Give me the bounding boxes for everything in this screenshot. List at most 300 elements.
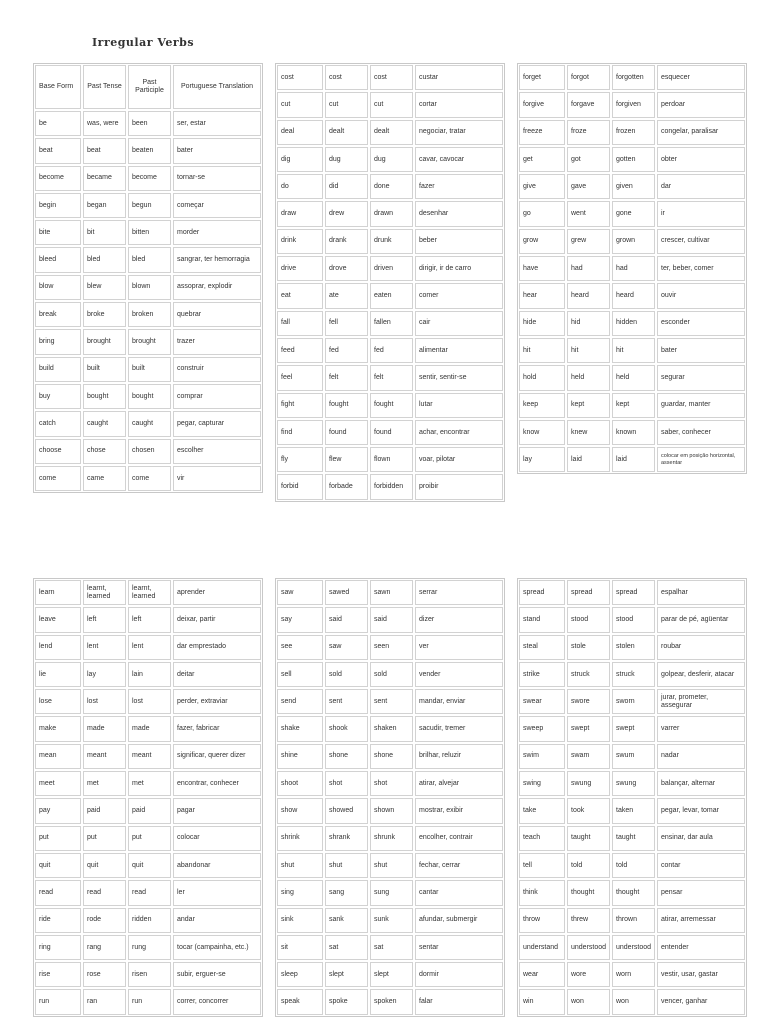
translation-cell: cantar — [415, 880, 503, 905]
past-participle-cell: dealt — [370, 120, 413, 145]
past-participle-cell: shown — [370, 798, 413, 823]
base-form-cell: teach — [519, 826, 565, 851]
table-row — [276, 173, 504, 200]
past-participle-cell: cut — [370, 92, 413, 117]
table-row — [518, 282, 746, 309]
past-participle-cell: hit — [612, 338, 655, 363]
table-row — [518, 579, 746, 606]
translation-cell: encontrar, conhecer — [173, 771, 261, 796]
past-tense-cell: showed — [325, 798, 368, 823]
past-tense-cell: sang — [325, 880, 368, 905]
past-participle-cell: shaken — [370, 716, 413, 741]
past-tense-cell: swam — [567, 744, 610, 769]
translation-cell: tocar (campainha, etc.) — [173, 935, 261, 960]
table-row — [276, 419, 504, 446]
table-row — [34, 606, 262, 633]
table-row — [276, 91, 504, 118]
table-row — [34, 165, 262, 192]
table-row — [276, 310, 504, 337]
table-row — [276, 961, 504, 988]
past-participle-cell: sunk — [370, 908, 413, 933]
past-participle-cell: thrown — [612, 908, 655, 933]
past-participle-cell: forgiven — [612, 92, 655, 117]
translation-cell: fechar, cerrar — [415, 853, 503, 878]
translation-cell: pagar — [173, 798, 261, 823]
table-row — [518, 255, 746, 282]
translation-cell: balançar, alternar — [657, 771, 745, 796]
past-participle-cell: worn — [612, 962, 655, 987]
past-tense-cell: drank — [325, 229, 368, 254]
past-tense-cell: struck — [567, 662, 610, 687]
past-tense-cell: told — [567, 853, 610, 878]
past-participle-cell: shot — [370, 771, 413, 796]
translation-cell: começar — [173, 193, 261, 218]
past-tense-cell: grew — [567, 229, 610, 254]
past-tense-cell: left — [83, 607, 126, 632]
past-tense-cell: swung — [567, 771, 610, 796]
translation-cell: encolher, contrair — [415, 826, 503, 851]
base-form-cell: be — [35, 111, 81, 136]
base-form-cell: think — [519, 880, 565, 905]
translation-cell: varrer — [657, 716, 745, 741]
past-participle-cell: known — [612, 420, 655, 445]
table-row — [276, 579, 504, 606]
table-row — [34, 879, 262, 906]
base-form-cell: feed — [277, 338, 323, 363]
past-participle-cell: kept — [612, 393, 655, 418]
translation-cell: ver — [415, 635, 503, 660]
translation-cell: proibir — [415, 474, 503, 499]
base-form-cell: become — [35, 166, 81, 191]
translation-cell: ensinar, dar aula — [657, 826, 745, 851]
past-tense-cell: laid — [567, 447, 610, 472]
past-tense-cell: said — [325, 607, 368, 632]
translation-cell: golpear, desferir, atacar — [657, 662, 745, 687]
table-row — [34, 383, 262, 410]
past-participle-cell: felt — [370, 365, 413, 390]
translation-cell: vir — [173, 466, 261, 491]
past-tense-cell: drove — [325, 256, 368, 281]
header-cell: Past Participle — [128, 65, 171, 109]
translation-cell: roubar — [657, 635, 745, 660]
translation-cell: sentar — [415, 935, 503, 960]
translation-cell: segurar — [657, 365, 745, 390]
past-tense-cell: forbade — [325, 474, 368, 499]
past-participle-cell: meant — [128, 744, 171, 769]
base-form-cell: drink — [277, 229, 323, 254]
translation-cell: construir — [173, 357, 261, 382]
past-participle-cell: heard — [612, 283, 655, 308]
past-participle-cell: ridden — [128, 908, 171, 933]
translation-cell: beber — [415, 229, 503, 254]
past-tense-cell: knew — [567, 420, 610, 445]
past-tense-cell: forgot — [567, 65, 610, 90]
base-form-cell: grow — [519, 229, 565, 254]
table-row — [276, 688, 504, 715]
base-form-cell: forgive — [519, 92, 565, 117]
base-form-cell: deal — [277, 120, 323, 145]
base-form-cell: see — [277, 635, 323, 660]
base-form-cell: saw — [277, 580, 323, 605]
table-row — [276, 606, 504, 633]
translation-cell: quebrar — [173, 302, 261, 327]
past-tense-cell: was, were — [83, 111, 126, 136]
translation-cell: deitar — [173, 662, 261, 687]
translation-cell: negociar, tratar — [415, 120, 503, 145]
base-form-cell: sleep — [277, 962, 323, 987]
table-row — [276, 797, 504, 824]
base-form-cell: swim — [519, 744, 565, 769]
past-participle-cell: gotten — [612, 147, 655, 172]
base-form-cell: shine — [277, 744, 323, 769]
past-participle-cell: chosen — [128, 439, 171, 464]
past-tense-cell: lost — [83, 689, 126, 714]
translation-cell: voar, pilotar — [415, 447, 503, 472]
past-participle-cell: read — [128, 880, 171, 905]
past-tense-cell: stole — [567, 635, 610, 660]
table-row — [34, 770, 262, 797]
past-participle-cell: gone — [612, 201, 655, 226]
table-row — [34, 356, 262, 383]
past-participle-cell: dug — [370, 147, 413, 172]
table-row — [276, 392, 504, 419]
header-cell: Base Form — [35, 65, 81, 109]
past-participle-cell: said — [370, 607, 413, 632]
verb-table-1 — [33, 63, 263, 493]
base-form-cell: feel — [277, 365, 323, 390]
past-tense-cell: shone — [325, 744, 368, 769]
translation-cell: guardar, manter — [657, 393, 745, 418]
past-participle-cell: spoken — [370, 989, 413, 1014]
base-form-cell: spread — [519, 580, 565, 605]
base-form-cell: ring — [35, 935, 81, 960]
table-row — [276, 907, 504, 934]
table-row — [518, 825, 746, 852]
verb-table-2 — [275, 63, 505, 502]
translation-cell: fazer — [415, 174, 503, 199]
base-form-cell: lay — [519, 447, 565, 472]
past-tense-cell: put — [83, 826, 126, 851]
base-form-cell: cost — [277, 65, 323, 90]
past-participle-cell: laid — [612, 447, 655, 472]
translation-cell: correr, concorrer — [173, 989, 261, 1014]
past-tense-cell: felt — [325, 365, 368, 390]
base-form-cell: lend — [35, 635, 81, 660]
past-participle-cell: sold — [370, 662, 413, 687]
past-participle-cell: stolen — [612, 635, 655, 660]
base-form-cell: send — [277, 689, 323, 714]
table-row — [276, 634, 504, 661]
table-row — [276, 282, 504, 309]
translation-cell: aprender — [173, 580, 261, 605]
past-tense-cell: rang — [83, 935, 126, 960]
past-participle-cell: swept — [612, 716, 655, 741]
base-form-cell: throw — [519, 908, 565, 933]
base-form-cell: win — [519, 989, 565, 1014]
table-row — [518, 879, 746, 906]
past-tense-cell: quit — [83, 853, 126, 878]
past-tense-cell: thought — [567, 880, 610, 905]
base-form-cell: put — [35, 826, 81, 851]
past-tense-cell: ran — [83, 989, 126, 1014]
table-row — [34, 934, 262, 961]
past-participle-cell: spread — [612, 580, 655, 605]
translation-cell: nadar — [657, 744, 745, 769]
past-tense-cell: lent — [83, 635, 126, 660]
base-form-cell: give — [519, 174, 565, 199]
translation-cell: sangrar, ter hemorragia — [173, 247, 261, 272]
translation-cell: morder — [173, 220, 261, 245]
table-row — [518, 310, 746, 337]
past-participle-cell: sat — [370, 935, 413, 960]
past-participle-cell: seen — [370, 635, 413, 660]
past-participle-cell: paid — [128, 798, 171, 823]
past-participle-cell: lain — [128, 662, 171, 687]
past-participle-cell: stood — [612, 607, 655, 632]
header-cell: Portuguese Translation — [173, 65, 261, 109]
translation-cell: brilhar, reluzir — [415, 744, 503, 769]
past-tense-cell: sat — [325, 935, 368, 960]
base-form-cell: beat — [35, 138, 81, 163]
past-tense-cell: stood — [567, 607, 610, 632]
past-tense-cell: froze — [567, 120, 610, 145]
table-row — [34, 328, 262, 355]
table-row — [34, 579, 262, 606]
translation-cell: jurar, prometer, assegurar — [657, 689, 745, 714]
base-form-cell: wear — [519, 962, 565, 987]
past-tense-cell: began — [83, 193, 126, 218]
table-row — [518, 173, 746, 200]
past-participle-cell: hidden — [612, 311, 655, 336]
past-participle-cell: begun — [128, 193, 171, 218]
base-form-cell: dig — [277, 147, 323, 172]
past-participle-cell: built — [128, 357, 171, 382]
table-row — [518, 770, 746, 797]
past-tense-cell: bought — [83, 384, 126, 409]
translation-cell: dirigir, ir de carro — [415, 256, 503, 281]
base-form-cell: swing — [519, 771, 565, 796]
past-tense-cell: took — [567, 798, 610, 823]
table-row — [34, 907, 262, 934]
verb-table-5 — [275, 578, 505, 1017]
table-row — [34, 797, 262, 824]
table-row — [518, 988, 746, 1015]
translation-cell: ser, estar — [173, 111, 261, 136]
translation-cell: crescer, cultivar — [657, 229, 745, 254]
table-row — [34, 192, 262, 219]
translation-cell: pensar — [657, 880, 745, 905]
past-participle-cell: forgotten — [612, 65, 655, 90]
past-participle-cell: fed — [370, 338, 413, 363]
table-row — [34, 825, 262, 852]
table-row — [518, 688, 746, 715]
translation-cell: cortar — [415, 92, 503, 117]
translation-cell: trazer — [173, 329, 261, 354]
past-participle-cell: brought — [128, 329, 171, 354]
past-participle-cell: flown — [370, 447, 413, 472]
translation-cell: fazer, fabricar — [173, 716, 261, 741]
translation-cell: pegar, levar, tomar — [657, 798, 745, 823]
past-participle-cell: fallen — [370, 311, 413, 336]
past-tense-cell: met — [83, 771, 126, 796]
table-row — [518, 961, 746, 988]
verb-table-6 — [517, 578, 747, 1017]
past-tense-cell: wore — [567, 962, 610, 987]
translation-cell: perdoar — [657, 92, 745, 117]
past-tense-cell: did — [325, 174, 368, 199]
table-row — [34, 465, 262, 492]
translation-cell: espalhar — [657, 580, 745, 605]
past-participle-cell: forbidden — [370, 474, 413, 499]
past-participle-cell: drawn — [370, 201, 413, 226]
table-row — [276, 228, 504, 255]
past-tense-cell: sent — [325, 689, 368, 714]
past-participle-cell: become — [128, 166, 171, 191]
table-row — [276, 879, 504, 906]
table-row — [518, 119, 746, 146]
past-tense-cell: found — [325, 420, 368, 445]
translation-cell: afundar, submergir — [415, 908, 503, 933]
past-tense-cell: drew — [325, 201, 368, 226]
table-row — [518, 364, 746, 391]
base-form-cell: speak — [277, 989, 323, 1014]
past-participle-cell: found — [370, 420, 413, 445]
past-tense-cell: spoke — [325, 989, 368, 1014]
past-participle-cell: swum — [612, 744, 655, 769]
base-form-cell: know — [519, 420, 565, 445]
translation-cell: serrar — [415, 580, 503, 605]
past-participle-cell: bitten — [128, 220, 171, 245]
past-tense-cell: cut — [325, 92, 368, 117]
table-row — [518, 606, 746, 633]
table-row — [34, 715, 262, 742]
translation-cell: ter, beber, comer — [657, 256, 745, 281]
table-row — [518, 661, 746, 688]
translation-cell: bater — [657, 338, 745, 363]
past-tense-cell: threw — [567, 908, 610, 933]
translation-cell: andar — [173, 908, 261, 933]
translation-cell: dar emprestado — [173, 635, 261, 660]
base-form-cell: make — [35, 716, 81, 741]
table-row — [276, 446, 504, 473]
table-row — [276, 146, 504, 173]
base-form-cell: pay — [35, 798, 81, 823]
table-row — [518, 907, 746, 934]
translation-cell: bater — [173, 138, 261, 163]
table-row — [518, 64, 746, 91]
base-form-cell: lose — [35, 689, 81, 714]
past-tense-cell: dealt — [325, 120, 368, 145]
past-tense-cell: meant — [83, 744, 126, 769]
base-form-cell: show — [277, 798, 323, 823]
base-form-cell: run — [35, 989, 81, 1014]
past-participle-cell: run — [128, 989, 171, 1014]
translation-cell: ir — [657, 201, 745, 226]
past-participle-cell: slept — [370, 962, 413, 987]
past-participle-cell: come — [128, 466, 171, 491]
table-row — [34, 246, 262, 273]
translation-cell: alimentar — [415, 338, 503, 363]
past-tense-cell: hit — [567, 338, 610, 363]
table-row — [276, 64, 504, 91]
past-tense-cell: learnt, learned — [83, 580, 126, 605]
base-form-cell: go — [519, 201, 565, 226]
translation-cell: ler — [173, 880, 261, 905]
translation-cell: parar de pé, agüentar — [657, 607, 745, 632]
past-participle-cell: lost — [128, 689, 171, 714]
past-tense-cell: heard — [567, 283, 610, 308]
table-row — [518, 634, 746, 661]
table-row — [34, 743, 262, 770]
table-row — [518, 146, 746, 173]
past-tense-cell: blew — [83, 275, 126, 300]
base-form-cell: begin — [35, 193, 81, 218]
past-participle-cell: shut — [370, 853, 413, 878]
translation-cell: entender — [657, 935, 745, 960]
base-form-cell: sing — [277, 880, 323, 905]
base-form-cell: strike — [519, 662, 565, 687]
past-tense-cell: came — [83, 466, 126, 491]
past-tense-cell: slept — [325, 962, 368, 987]
base-form-cell: build — [35, 357, 81, 382]
table-row — [34, 301, 262, 328]
translation-cell: vencer, ganhar — [657, 989, 745, 1014]
translation-cell: custar — [415, 65, 503, 90]
table-row — [518, 797, 746, 824]
past-tense-cell: made — [83, 716, 126, 741]
base-form-cell: hit — [519, 338, 565, 363]
base-form-cell: find — [277, 420, 323, 445]
past-tense-cell: rose — [83, 962, 126, 987]
past-participle-cell: eaten — [370, 283, 413, 308]
past-participle-cell: taught — [612, 826, 655, 851]
past-participle-cell: told — [612, 853, 655, 878]
translation-cell: significar, querer dizer — [173, 744, 261, 769]
past-tense-cell: flew — [325, 447, 368, 472]
base-form-cell: forbid — [277, 474, 323, 499]
base-form-cell: leave — [35, 607, 81, 632]
base-form-cell: tell — [519, 853, 565, 878]
past-tense-cell: went — [567, 201, 610, 226]
base-form-cell: swear — [519, 689, 565, 714]
verb-table-3 — [517, 63, 747, 474]
verb-table-4 — [33, 578, 263, 1017]
table-header-row — [34, 64, 262, 110]
base-form-cell: shake — [277, 716, 323, 741]
past-participle-cell: sent — [370, 689, 413, 714]
translation-cell: cair — [415, 311, 503, 336]
translation-cell: sentir, sentir-se — [415, 365, 503, 390]
past-tense-cell: hid — [567, 311, 610, 336]
base-form-cell: fly — [277, 447, 323, 472]
base-form-cell: eat — [277, 283, 323, 308]
translation-cell: colocar — [173, 826, 261, 851]
table-row — [518, 200, 746, 227]
table-row — [34, 137, 262, 164]
base-form-cell: say — [277, 607, 323, 632]
header-cell: Past Tense — [83, 65, 126, 109]
past-participle-cell: broken — [128, 302, 171, 327]
table-row — [276, 364, 504, 391]
base-form-cell: hold — [519, 365, 565, 390]
base-form-cell: fight — [277, 393, 323, 418]
past-tense-cell: won — [567, 989, 610, 1014]
base-form-cell: mean — [35, 744, 81, 769]
base-form-cell: choose — [35, 439, 81, 464]
past-tense-cell: kept — [567, 393, 610, 418]
past-participle-cell: driven — [370, 256, 413, 281]
past-tense-cell: swept — [567, 716, 610, 741]
